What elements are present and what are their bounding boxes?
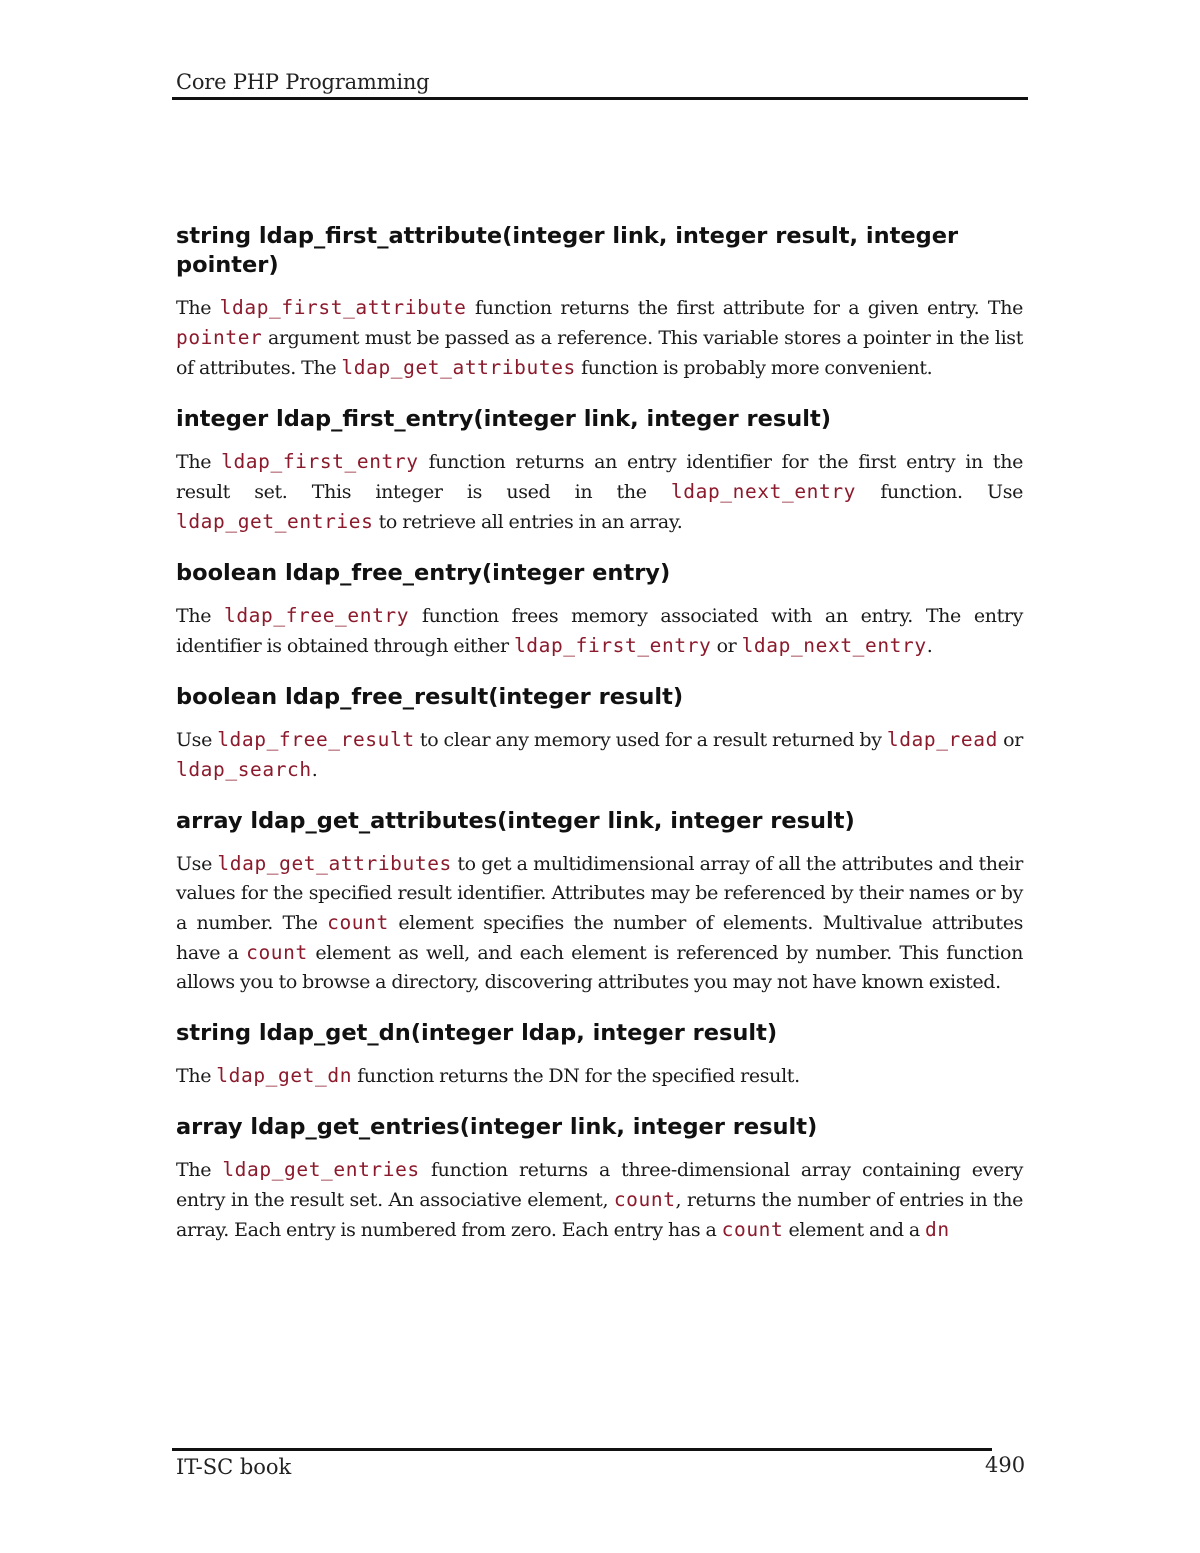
function-entry [176,405,1023,537]
footer-source: IT-SC book [176,1455,292,1479]
desc-text: to clear any memory used for a result returned by [414,729,887,751]
desc-text: argument must be passed as a reference. This variable stores a pointer in the list of attributes. The [176,327,1023,379]
page-number: 490 [985,1453,1026,1477]
code-term: ldap_first_entry [513,634,712,657]
code-term: ldap_next_entry [670,480,857,503]
header-rule [172,97,1028,100]
desc-text: . [926,635,933,657]
function-description [176,447,1023,537]
function-signature: boolean ldap_free_entry(integer entry) [176,560,671,586]
desc-text: function is probably more convenient. [575,357,933,379]
desc-text: The [176,451,222,473]
desc-text: function returns an entry identifier for the first entry in the result set. This integer is used in the [176,451,1023,503]
function-description [176,849,1023,997]
code-term: ldap_search [176,758,312,781]
desc-text: or [997,729,1023,751]
desc-text: element as well, and each element is referenced by number. This function allows you to browse a directory, discovering attributes you may not have known existed. [176,942,1023,993]
desc-text: element and a [783,1219,926,1241]
function-signature: string ldap_get_dn(integer ldap, integer result) [176,1020,778,1046]
function-description [176,1155,1023,1245]
desc-text: element specifies the number of elements. Multivalue attributes have a [176,912,1023,964]
desc-text: . [311,759,318,781]
function-entry [176,222,1023,383]
page-body [176,222,1023,1245]
function-signature: integer ldap_first_entry(integer link, integer result) [176,406,832,432]
desc-text: The [176,605,224,627]
code-term: count [721,1218,784,1241]
code-term: ldap_read [886,728,998,751]
desc-text: Use [176,853,218,875]
code-term: ldap_next_entry [741,634,927,657]
function-entry [176,1113,1023,1245]
function-signature: string ldap_first_attribute(integer link, integer result, integer pointer) [176,223,959,278]
footer-rule [172,1448,992,1451]
function-entry [176,1019,1023,1091]
function-description [176,1061,1023,1091]
code-term: ldap_get_entries [176,510,374,533]
function-description [176,601,1023,661]
code-term: ldap_get_attributes [217,852,452,875]
code-term: pointer [176,326,263,349]
function-signature: array ldap_get_entries(integer link, integer result) [176,1114,818,1140]
desc-text: The [176,1065,217,1087]
code-term: count [246,941,308,964]
desc-text: The [176,297,220,319]
function-entry [176,807,1023,997]
desc-text: to get a multidimensional array of all the attributes and their values for the specified result identifier. Attributes may be referenced by their names or by a number. The [176,853,1023,934]
desc-text: function returns the first attribute for a given entry. The [466,297,1024,319]
code-term: dn [925,1218,950,1241]
desc-text: , returns the number of entries in the array. Each entry is numbered from zero. Each entry has a [176,1189,1023,1241]
function-description [176,725,1023,785]
desc-text: function returns a three-dimensional array containing every entry in the result set. An associative element, [176,1159,1024,1211]
function-signature: boolean ldap_free_result(integer result) [176,684,684,710]
code-term: ldap_free_result [217,728,415,751]
code-term: ldap_get_entries [222,1158,420,1181]
function-entry [176,683,1023,785]
function-signature: array ldap_get_attributes(integer link, integer result) [176,808,855,834]
code-term: ldap_first_attribute [219,296,467,319]
desc-text: or [711,635,742,657]
desc-text: to retrieve all entries in an array. [373,511,683,533]
code-term: count [613,1188,676,1211]
function-description [176,293,1023,383]
desc-text: Use [176,729,218,751]
desc-text: function. Use [856,481,1023,503]
code-term: ldap_free_entry [224,604,410,627]
code-term: ldap_get_attributes [341,356,576,379]
running-header: Core PHP Programming [176,70,430,94]
desc-text: function returns the DN for the specified result. [352,1065,800,1087]
code-term: count [327,911,389,934]
desc-text: function frees memory associated with an entry. The entry identifier is obtained through either [176,605,1023,657]
code-term: ldap_get_dn [216,1064,353,1087]
function-entry [176,559,1023,661]
desc-text: The [176,1159,223,1181]
code-term: ldap_first_entry [221,450,419,473]
